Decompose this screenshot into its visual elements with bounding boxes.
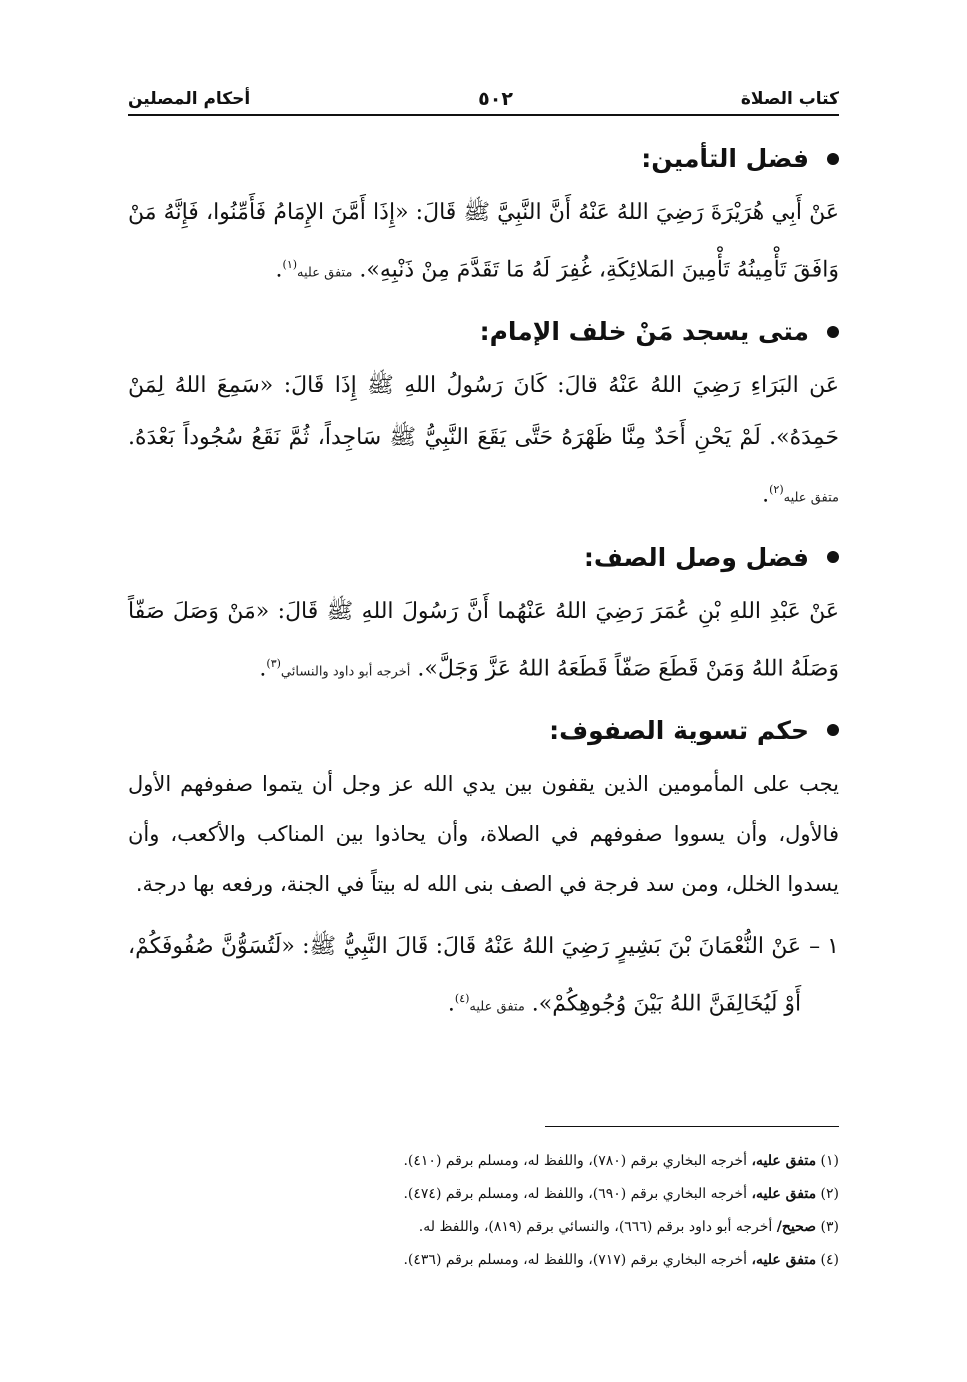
hadith-body: عَنْ النُّعْمَانَ بْنَ بَشِيرٍ رَضِيَ اللهُ عَنْهُ قَالَ: قَالَ النَّبِيُّ ﷺ: «لَتُسَوُّنَّ صُفُوفَكُمْ، أَوْ لَيُخَالِفَنَّ اللهُ بَيْنَ وُجُوهِكُمْ». [128, 933, 802, 1017]
footnote-divider [545, 1126, 839, 1127]
bullet-icon [827, 326, 839, 338]
header-book-section: كتاب الصلاة [740, 89, 839, 109]
footnote [128, 1145, 839, 1178]
page-number: ٥٠٢ [478, 88, 513, 110]
footnote-text: أخرجه البخاري برقم (٧١٧)، واللفظ له، ومسلم برقم (٤٣٦). [403, 1252, 748, 1268]
hadith-body: عَن البَرَاءِ رَضِيَ اللهُ عَنْهُ قالَ: كَانَ رَسُولُ اللهِ ﷺ إِذَا قَالَ: «سَمِعَ اللهُ لِمَنْ حَمِدَهُ». لَمْ يَحْنِ أَحَدٌ مِنَّا ظَهْرَهُ حَتَّى يَقَعَ النَّبِيُّ ﷺ سَاجِداً، ثُمَّ نَقَعُ سُجُوداً بَعْدَهُ. [128, 373, 839, 451]
section-heading-text: فضل وصل الصف: [583, 542, 809, 572]
hadith-reference: أخرجه أبو داود والنسائي [280, 663, 411, 679]
footnote-marker: (٣) [266, 656, 281, 670]
footnote-text: أخرجه البخاري برقم (٦٩٠)، واللفظ له، ومسلم برقم (٤٧٤). [403, 1186, 748, 1202]
footnote [128, 1178, 839, 1211]
footnotes [128, 1145, 839, 1277]
footnote [128, 1244, 839, 1277]
hadith-body: عَنْ عَبْدِ اللهِ بْنِ عُمَرَ رَضِيَ اللهُ عَنْهُما أَنَّ رَسُولَ اللهِ ﷺ قَالَ: «مَنْ وَصَلَ صَفّاً وَصَلَهُ اللهُ وَمَنْ قَطَعَ صَفّاً قَطَعَهُ اللهُ عَزَّ وَجَلَّ». [128, 598, 839, 681]
section-heading-text: حكم تسوية الصفوف: [549, 715, 809, 745]
bullet-icon [827, 153, 839, 165]
bullet-icon [827, 724, 839, 736]
header-divider [128, 114, 839, 116]
hadith-body: عَنْ أَبِي هُرَيْرَةَ رَضِيَ اللهُ عَنْهُ أَنَّ النَّبِيَّ ﷺ قَالَ: «إِذَا أَمَّنَ الإِمَامُ فَأَمِّنُوا، فَإِنَّهُ مَنْ وَافَقَ تَأْمِينُهُ تَأْمِينَ المَلائِكَةِ، غُفِرَ لَهُ مَا تَقَدَّمَ مِنْ ذَنْبِهِ». [128, 200, 839, 283]
hadith-text: عَنْ النُّعْمَانَ بْنَ بَشِيرٍ رَضِيَ اللهُ عَنْهُ قَالَ: قَالَ النَّبِيُّ ﷺ: «لَتُسَوُّنَّ صُفُوفَكُمْ، أَوْ لَيُخَالِفَنَّ اللهُ بَيْنَ وُجُوهِكُمْ». متفق عليه$^{(٤)}$. [128, 933, 802, 1017]
footnote-marker: (٢) [769, 483, 784, 497]
book-page [128, 0, 839, 1382]
numbered-hadith [128, 921, 839, 1033]
footnote-text: أخرجه البخاري برقم (٧٨٠)، واللفظ له، ومسلم برقم (٤١٠). [403, 1153, 748, 1169]
section-1 [128, 144, 839, 299]
main-content [128, 144, 839, 1033]
hadith-text: عَنْ عَبْدِ اللهِ بْنِ عُمَرَ رَضِيَ اللهُ عَنْهُما أَنَّ رَسُولَ اللهِ ﷺ قَالَ: «مَنْ وَصَلَ صَفّاً وَصَلَهُ اللهُ وَمَنْ قَطَعَ صَفّاً قَطَعَهُ اللهُ عَزَّ وَجَلَّ». أخرجه أبو داود والنسائي$^{(٣)}$. [128, 598, 839, 681]
running-header [128, 84, 839, 114]
section-heading [128, 144, 839, 173]
footnote-number: (١) [820, 1153, 839, 1169]
footnote-grade: متفق عليه، [751, 1252, 817, 1268]
section-heading-text: فضل التأمين: [641, 144, 809, 173]
section-2 [128, 317, 839, 524]
footnote-number: (٣) [820, 1219, 839, 1235]
header-chapter: أحكام المصلين [128, 89, 251, 109]
paragraph: يجب على المأمومين الذين يقفون بين يدي الله عز وجل أن يتموا صفوفهم الأول فالأول، وأن يسووا صفوفهم في الصلاة، وأن يحاذوا بين المناكب والأكعب، وأن يسدوا الخلل، ومن سد فرجة في الصف بنى الله له بيتاً في الجنة، ورفعه بها درجة. [128, 771, 839, 896]
section-heading [128, 716, 839, 745]
footnote-marker: (٤) [454, 991, 470, 1005]
hadith-reference: متفق عليه [783, 490, 839, 506]
footnote-grade: متفق عليه، [751, 1186, 817, 1202]
bullet-icon [827, 551, 839, 563]
footnote-marker: (١) [282, 258, 298, 271]
section-3 [128, 543, 839, 698]
footnote-grade: متفق عليه، [751, 1153, 817, 1169]
footnote [128, 1211, 839, 1244]
section-heading-text: متى يسجد مَنْ خلف الإمام: [479, 317, 809, 347]
section-4 [128, 716, 839, 1033]
item-number: ١ – [809, 933, 839, 959]
footnote-number: (٤) [820, 1252, 839, 1268]
hadith-reference: متفق عليه [469, 999, 525, 1015]
section-heading [128, 543, 839, 572]
footnote-number: (٢) [820, 1186, 839, 1202]
footnote-text: أخرجه أبو داود برقم (٦٦٦)، والنسائي برقم (٨١٩)، واللفظ له. [418, 1219, 773, 1235]
footnote-grade: صحيح/ [776, 1219, 817, 1235]
hadith-text: عَنْ أَبِي هُرَيْرَةَ رَضِيَ اللهُ عَنْهُ أَنَّ النَّبِيَّ ﷺ قَالَ: «إِذَا أَمَّنَ الإِمَامُ فَأَمِّنُوا، فَإِنَّهُ مَنْ وَافَقَ تَأْمِينُهُ تَأْمِينَ المَلائِكَةِ، غُفِرَ لَهُ مَا تَقَدَّمَ مِنْ ذَنْبِهِ». متفق عليه$^{(١)}$. [128, 200, 839, 283]
section-heading [128, 317, 839, 346]
hadith-reference: متفق عليه [297, 265, 353, 281]
hadith-text: عَن البَرَاءِ رَضِيَ اللهُ عَنْهُ قالَ: كَانَ رَسُولُ اللهِ ﷺ إِذَا قَالَ: «سَمِعَ اللهُ لِمَنْ حَمِدَهُ». لَمْ يَحْنِ أَحَدٌ مِنَّا ظَهْرَهُ حَتَّى يَقَعَ النَّبِيُّ ﷺ سَاجِداً، ثُمَّ نَقَعُ سُجُوداً بَعْدَهُ. متفق عليه$^{(٢)}$. [128, 373, 839, 508]
